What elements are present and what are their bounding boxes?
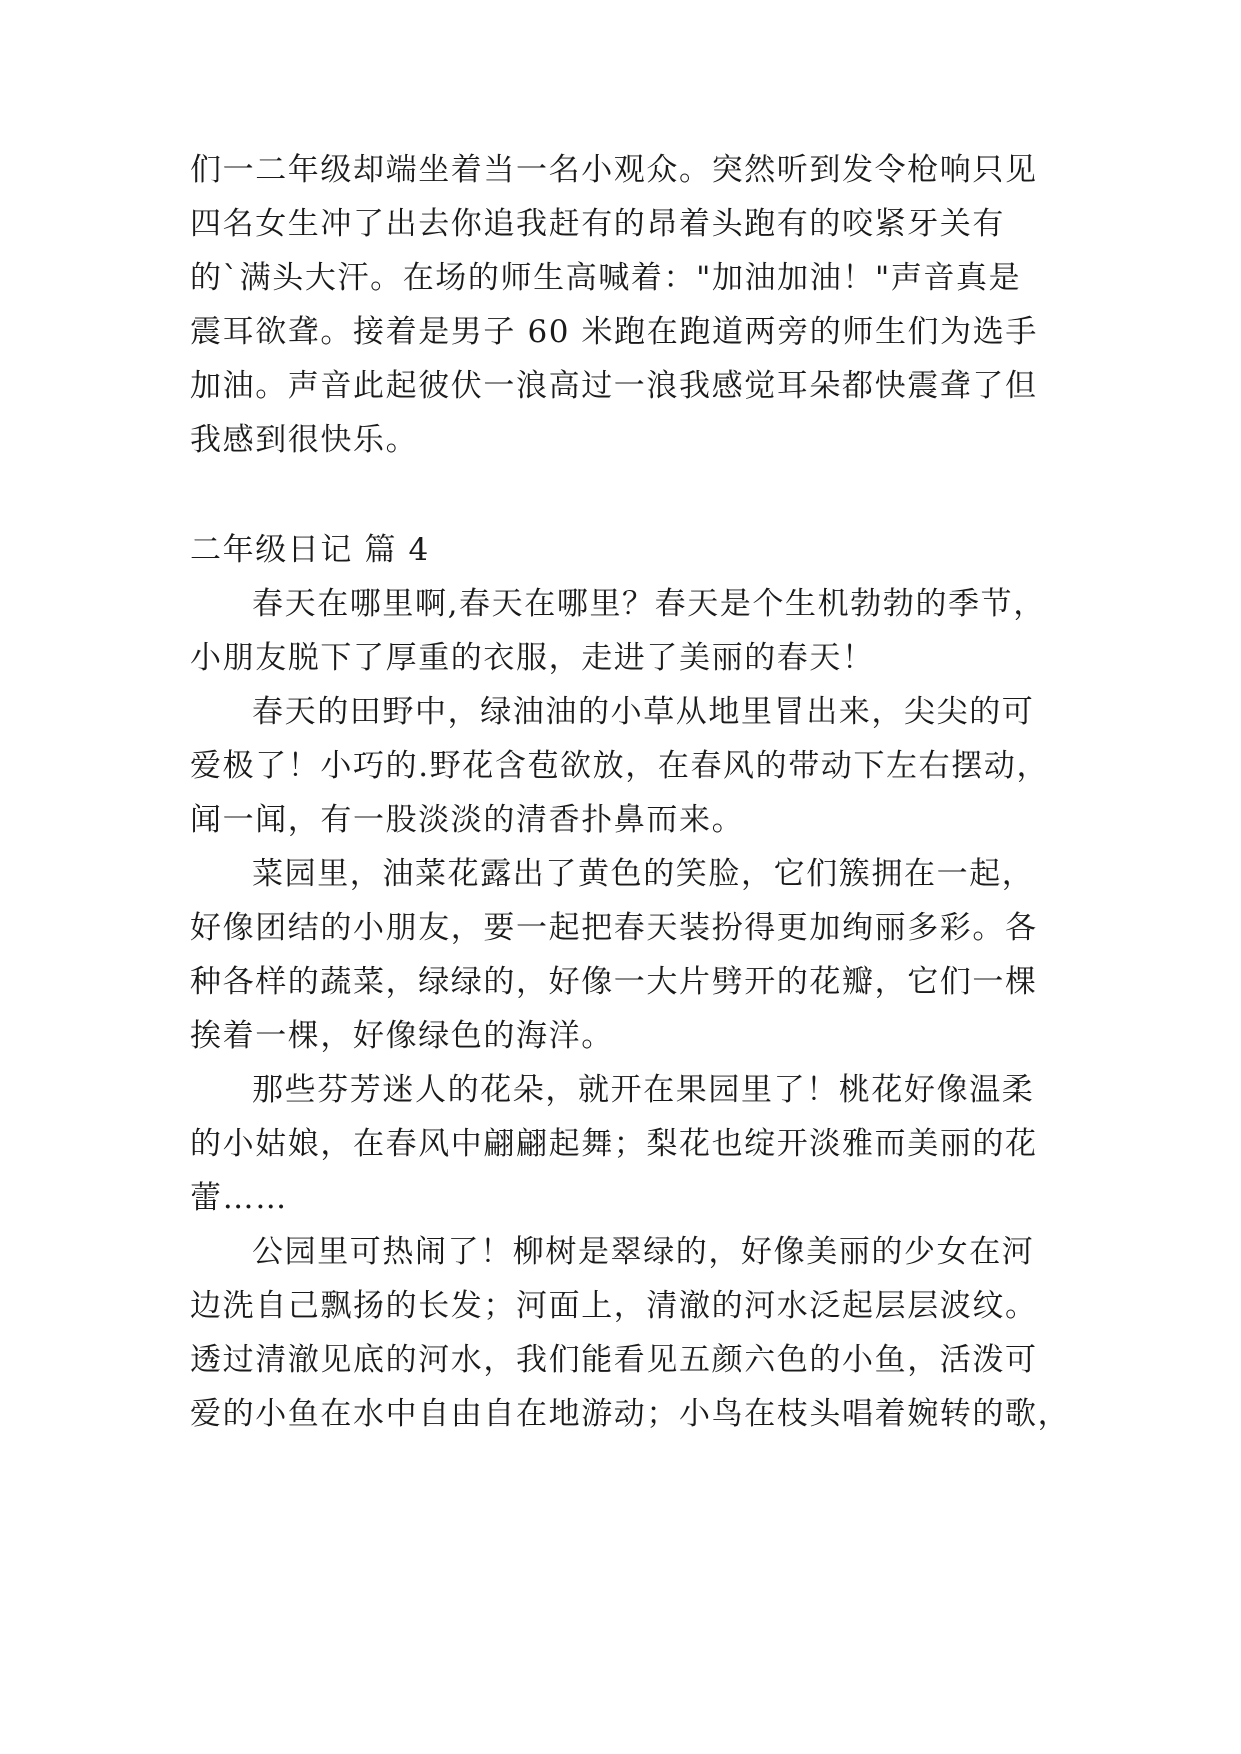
paragraph-first-line: 春天在哪里啊,春天在哪里？春天是个生机勃勃的季节， xyxy=(252,586,1046,622)
body-text-line: 爱极了！小巧的.野花含苞欲放，在春风的带动下左右摆动， xyxy=(190,748,1050,784)
paragraph-first-line: 公园里可热闹了！柳树是翠绿的，好像美丽的少女在河 xyxy=(252,1234,1035,1270)
section-heading: 二年级日记 篇 4 xyxy=(190,532,430,568)
body-text-line: 种各样的蔬菜，绿绿的，好像一大片劈开的花瓣，它们一棵 xyxy=(190,964,1038,1000)
body-text-line: 边洗自己飘扬的长发；河面上，清澈的河水泛起层层波纹。 xyxy=(190,1288,1038,1324)
body-text-line: 震耳欲聋。接着是男子 60 米跑在跑道两旁的师生们为选手 xyxy=(190,314,1038,350)
body-text-line: 爱的小鱼在水中自由自在地游动；小鸟在枝头唱着婉转的歌， xyxy=(190,1396,1071,1432)
paragraph-first-line: 春天的田野中，绿油油的小草从地里冒出来，尖尖的可 xyxy=(252,694,1035,730)
body-text-line: 们一二年级却端坐着当一名小观众。突然听到发令枪响只见 xyxy=(190,152,1038,188)
paragraph-first-line: 菜园里，油菜花露出了黄色的笑脸，它们簇拥在一起， xyxy=(252,856,1035,892)
body-text-line: 小朋友脱下了厚重的衣服，走进了美丽的春天！ xyxy=(190,640,875,676)
paragraph-first-line: 那些芬芳迷人的花朵，就开在果园里了！桃花好像温柔 xyxy=(252,1072,1035,1108)
body-text-line: 透过清澈见底的河水，我们能看见五颜六色的小鱼，活泼可 xyxy=(190,1342,1038,1378)
body-text-line: 蕾…… xyxy=(190,1180,288,1216)
body-text-line: 加油。声音此起彼伏一浪高过一浪我感觉耳朵都快震聋了但 xyxy=(190,368,1038,404)
body-text-line: 我感到很快乐。 xyxy=(190,422,419,458)
body-text-line: 挨着一棵，好像绿色的海洋。 xyxy=(190,1018,614,1054)
body-text-line: 的`满头大汗。在场的师生高喊着："加油加油！"声音真是 xyxy=(190,260,1022,296)
body-text-line: 好像团结的小朋友，要一起把春天装扮得更加绚丽多彩。各 xyxy=(190,910,1038,946)
body-text-line: 的小姑娘，在春风中翩翩起舞；梨花也绽开淡雅而美丽的花 xyxy=(190,1126,1038,1162)
body-text-line: 四名女生冲了出去你追我赶有的昂着头跑有的咬紧牙关有 xyxy=(190,206,1005,242)
body-text-line: 闻一闻，有一股淡淡的清香扑鼻而来。 xyxy=(190,802,745,838)
